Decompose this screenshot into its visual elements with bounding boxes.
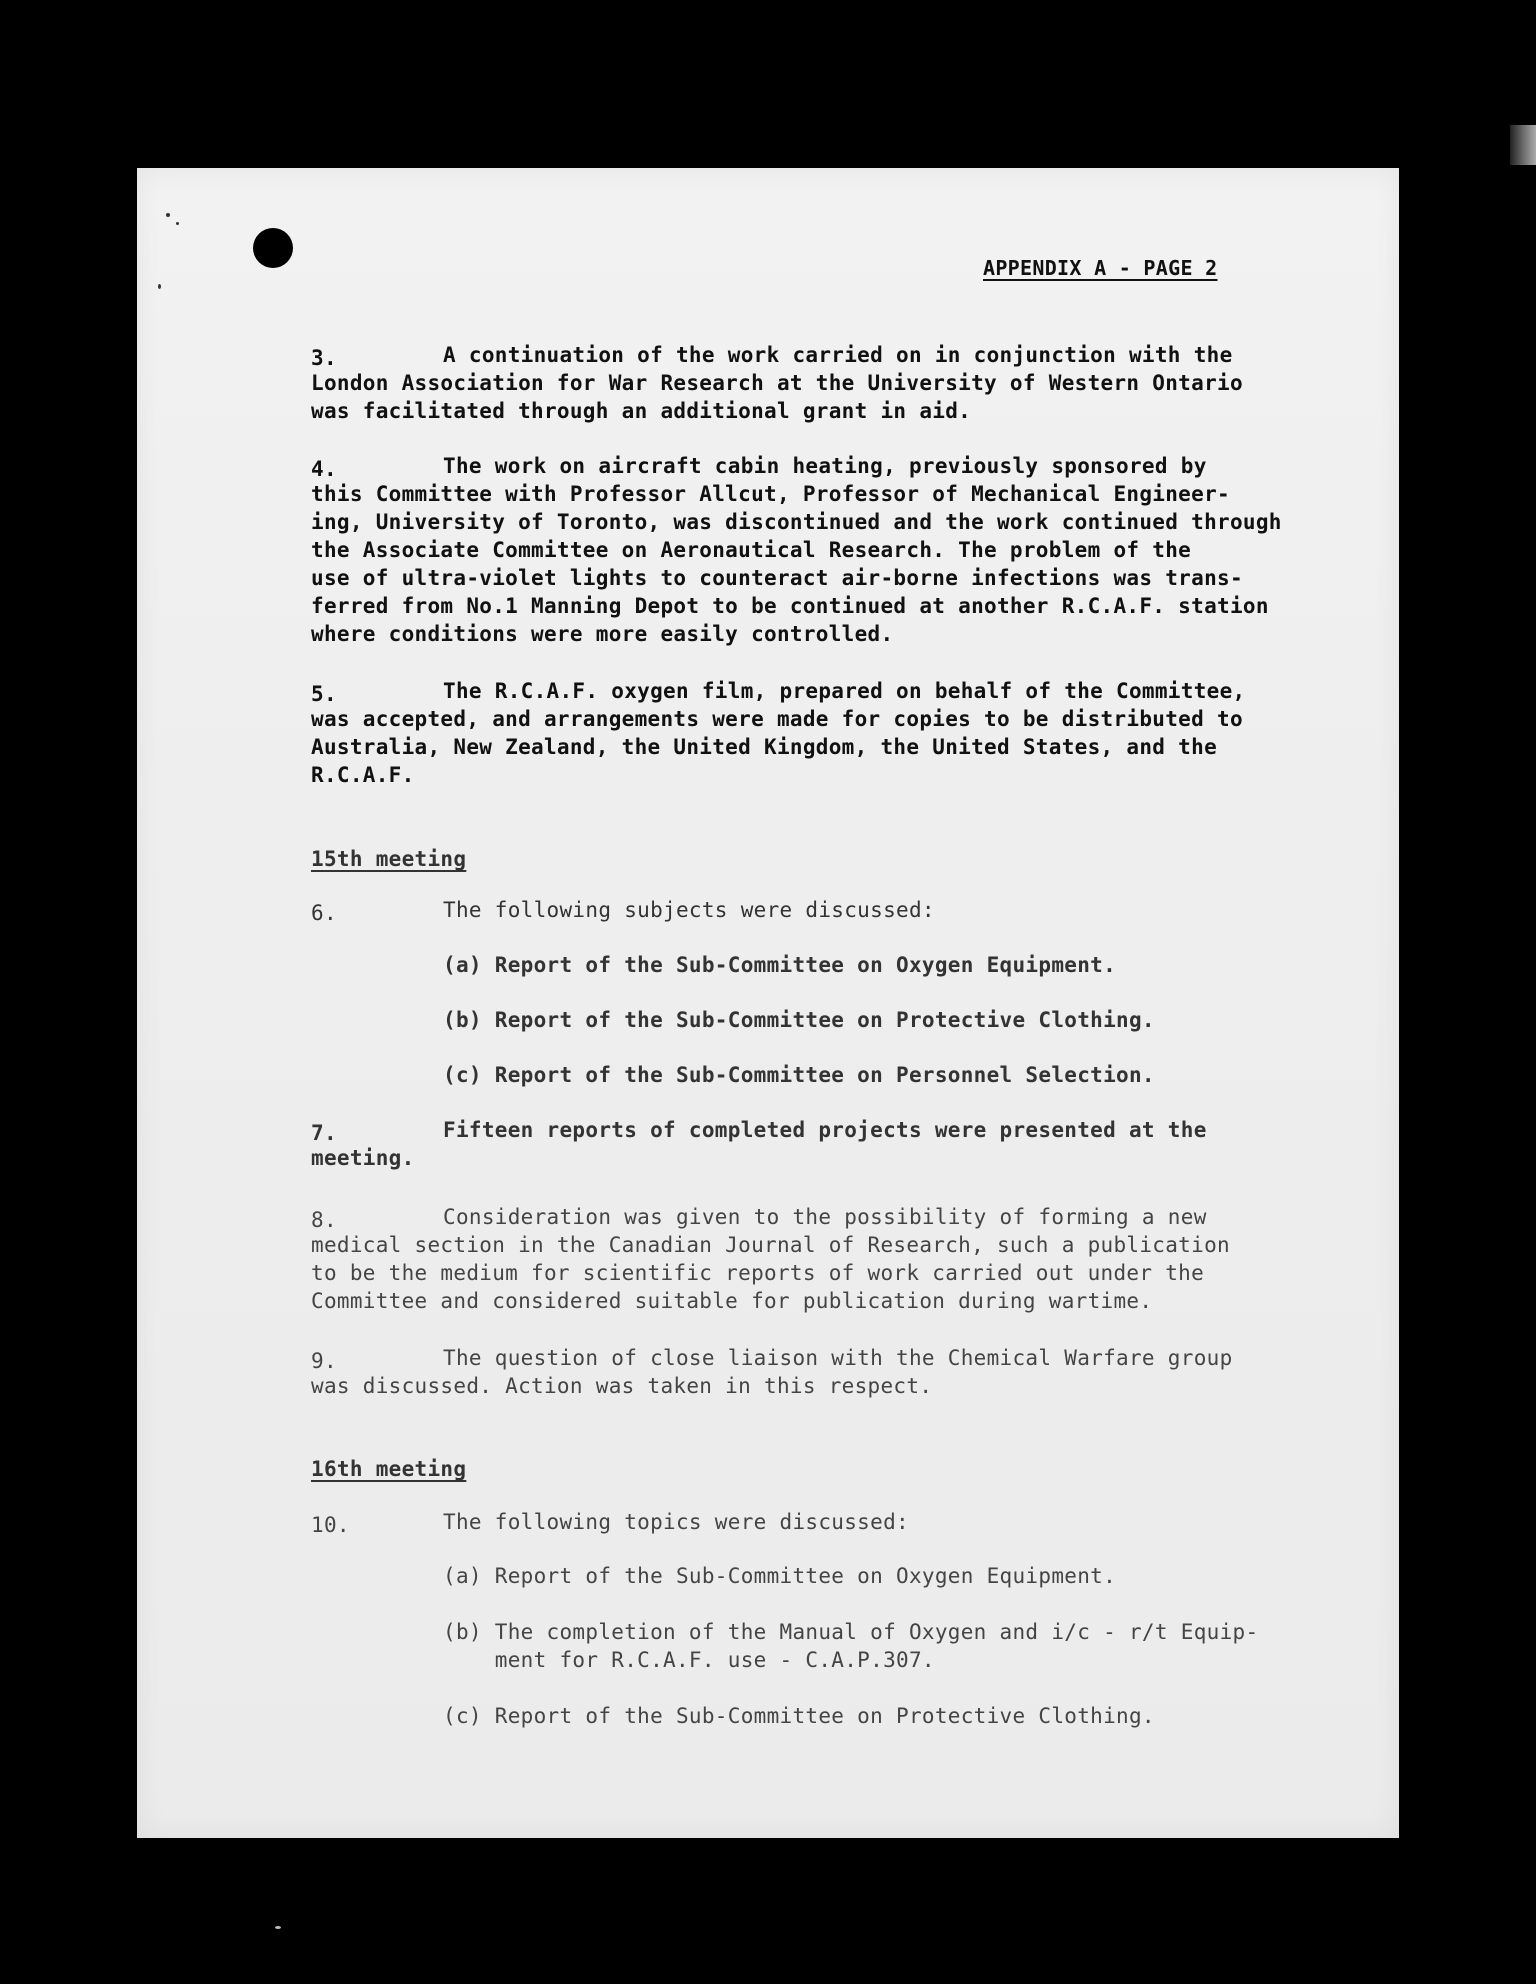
dust-speck [275, 1926, 281, 1929]
paragraph-10-intro: The following topics were discussed: [443, 1510, 909, 1534]
paragraph-8-line: medical section in the Canadian Journal of Research, such a publication [311, 1233, 1230, 1257]
paragraph-8-number: 8. [311, 1208, 337, 1232]
paragraph-4-line: ferred from No.1 Manning Depot to be continued at another R.C.A.F. station [311, 594, 1269, 618]
paragraph-6-number: 6. [311, 901, 337, 925]
paragraph-8-line: to be the medium for scientific reports of work carried out under the [311, 1261, 1205, 1285]
paragraph-4-line: the Associate Committee on Aeronautical Research. The problem of the [311, 538, 1192, 562]
paragraph-4-line: The work on aircraft cabin heating, previously sponsored by [443, 454, 1207, 478]
paragraph-6-intro: The following subjects were discussed: [443, 898, 935, 922]
paragraph-6-item: (c) Report of the Sub-Committee on Personnel Selection. [443, 1063, 1155, 1087]
paragraph-6-item: (a) Report of the Sub-Committee on Oxygen Equipment. [443, 953, 1117, 977]
paragraph-8-line: Consideration was given to the possibility of forming a new [443, 1205, 1207, 1229]
paragraph-7-line: meeting. [311, 1146, 415, 1170]
paragraph-5-line: R.C.A.F. [311, 763, 415, 787]
paragraph-4-line: this Committee with Professor Allcut, Professor of Mechanical Engineer- [311, 482, 1230, 506]
paragraph-9-line: was discussed. Action was taken in this respect. [311, 1374, 933, 1398]
paragraph-10-number: 10. [311, 1513, 350, 1537]
paragraph-10-item: ment for R.C.A.F. use - C.A.P.307. [443, 1648, 935, 1672]
paragraph-3-line: A continuation of the work carried on in conjunction with the [443, 343, 1233, 367]
dust-speck [176, 222, 179, 225]
paragraph-3-line: London Association for War Research at the University of Western Ontario [311, 371, 1243, 395]
punch-hole [253, 228, 293, 268]
dust-speck [158, 284, 161, 289]
paragraph-4-line: ing, University of Toronto, was discontinued and the work continued through [311, 510, 1282, 534]
paragraph-9-line: The question of close liaison with the Chemical Warfare group [443, 1346, 1233, 1370]
paragraph-9-number: 9. [311, 1349, 337, 1373]
paragraph-4-line: where conditions were more easily controlled. [311, 622, 894, 646]
paragraph-10-item: (c) Report of the Sub-Committee on Protective Clothing. [443, 1704, 1155, 1728]
paragraph-4-number: 4. [311, 457, 337, 481]
paragraph-3-line: was facilitated through an additional grant in aid. [311, 399, 972, 423]
paragraph-5-number: 5. [311, 682, 337, 706]
paragraph-5-line: The R.C.A.F. oxygen film, prepared on behalf of the Committee, [443, 679, 1246, 703]
appendix-page-reference: APPENDIX A - PAGE 2 [983, 256, 1218, 280]
dust-speck [166, 213, 170, 217]
paragraph-3-number: 3. [311, 346, 337, 370]
paragraph-10-item: (b) The completion of the Manual of Oxygen and i/c - r/t Equip- [443, 1620, 1259, 1644]
paragraph-10-item: (a) Report of the Sub-Committee on Oxygen Equipment. [443, 1564, 1117, 1588]
paragraph-5-line: was accepted, and arrangements were made for copies to be distributed to [311, 707, 1243, 731]
section-heading-15th-meeting: 15th meeting [311, 847, 467, 871]
scan-edge-artifact [1510, 125, 1536, 165]
paragraph-6-item: (b) Report of the Sub-Committee on Protective Clothing. [443, 1008, 1155, 1032]
section-heading-16th-meeting: 16th meeting [311, 1457, 467, 1481]
paragraph-7-line: Fifteen reports of completed projects were presented at the [443, 1118, 1207, 1142]
paragraph-4-line: use of ultra-violet lights to counteract air-borne infections was trans- [311, 566, 1243, 590]
paragraph-5-line: Australia, New Zealand, the United Kingdom, the United States, and the [311, 735, 1218, 759]
paragraph-7-number: 7. [311, 1121, 337, 1145]
paragraph-8-line: Committee and considered suitable for publication during wartime. [311, 1289, 1153, 1313]
